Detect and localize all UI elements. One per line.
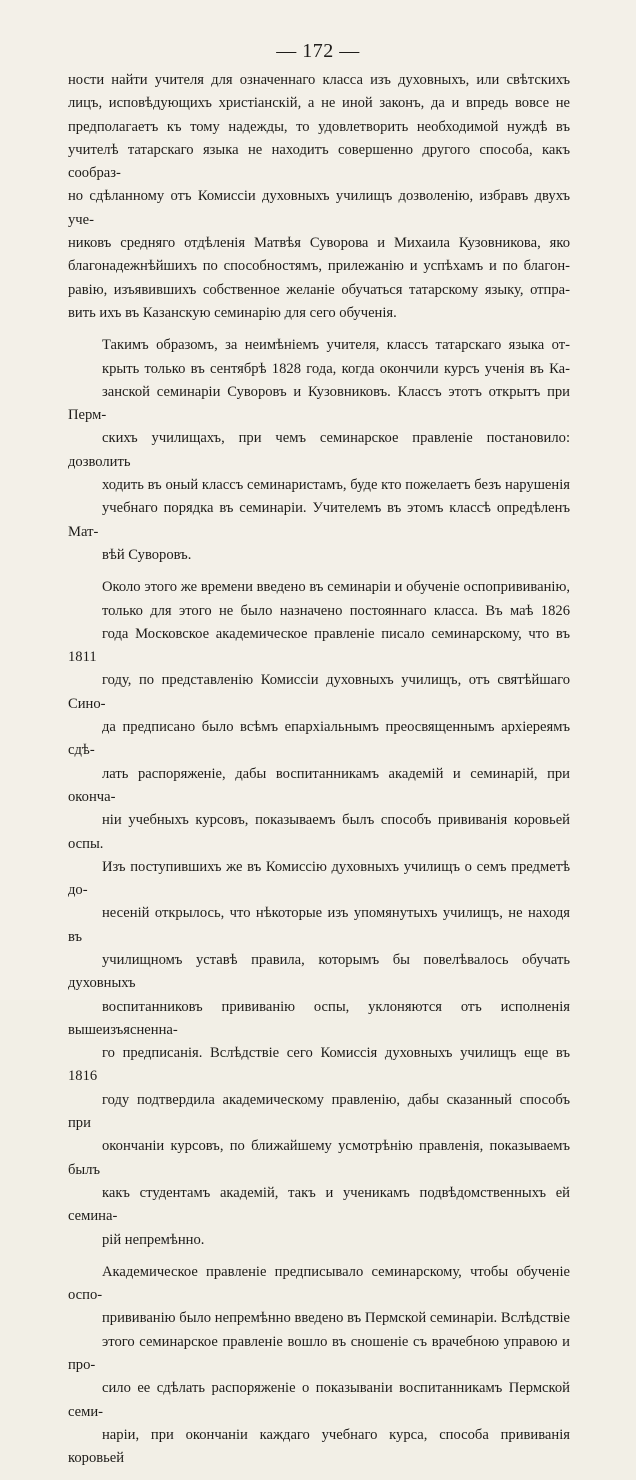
text-line: учителѣ татарскаго языка не находитъ совершенно другого способа, какъ сообраз- (68, 141, 570, 182)
body-text (68, 69, 570, 1480)
text-line: училищномъ уставѣ правила, которымъ бы повелѣвалось обучать духовныхъ (68, 951, 570, 992)
text-line: предполагаетъ къ тому надежды, то удовлетворить необходимой нуждѣ въ (68, 118, 570, 135)
text-line: прививанію было непремѣнно введено въ Пермской семинаріи. Вслѣдствіе (102, 1310, 570, 1327)
text-line: скихъ училищахъ, при чемъ семинарское правленіе постановило: дозволить (68, 430, 570, 470)
text-line: какъ студентамъ академій, такъ и ученикамъ подвѣдомственныхъ ей семина- (68, 1184, 570, 1225)
text-line: вѣй Суворовъ. (102, 546, 192, 563)
text-line: Такимъ образомъ, за неимѣніемъ учителя, классъ татарскаго языка от- (102, 337, 570, 354)
text-line: года Московское академическое правленіе писало семинарскому, что въ 1811 (68, 625, 570, 666)
text-line: Академическое правленіе предписывало семинарскому, чтобы обученіе оспо- (68, 1263, 570, 1304)
text-line: несеній открылось, что нѣкоторые изъ упомянутыхъ училищъ, не находя въ (68, 905, 570, 945)
text-line: но сдѣланному отъ Комиссіи духовныхъ училищъ дозволенію, избравъ двухъ уче- (68, 188, 570, 228)
text-line: равію, изъявившихъ собственное желаніе обучаться татарскому языку, отпра- (68, 281, 570, 298)
text-line: лицъ, исповѣдующихъ христіанскій, а не иной законъ, да и впредь вовсе не (68, 95, 570, 112)
text-line: только для этого не было назначено постояннаго класса. Въ маѣ 1826 (102, 602, 570, 619)
text-line: лать распоряженіе, дабы воспитанникамъ академій и семинарій, при оконча- (68, 765, 570, 805)
text-line: учебнаго порядка въ семинаріи. Учителемъ въ этомъ классѣ опредѣленъ Мат- (68, 500, 570, 540)
text-line: го предписанія. Вслѣдствіе сего Комиссія духовныхъ училищъ еще въ 1816 (68, 1045, 570, 1085)
page-number: — 172 — (276, 40, 360, 62)
text-line: да предписано было всѣмъ епархіальнымъ преосвященнымъ архіереямъ сдѣ- (68, 719, 570, 759)
text-line: сило ее сдѣлать распоряженіе о показываніи воспитанникамъ Пермской семи- (68, 1380, 570, 1420)
paragraph (68, 1261, 570, 1471)
text-line: этого семинарское правленіе вошло въ сношеніе съ врачебною управою и про- (68, 1333, 570, 1374)
text-line: благонадежнѣйшихъ по способностямъ, прилежанію и успѣхамъ и по благон- (68, 258, 570, 275)
text-line: ніи учебныхъ курсовъ, показываемъ былъ способъ прививанія коровьей оспы. (68, 812, 570, 852)
paragraph (68, 69, 570, 325)
text-line: Около этого же времени введено въ семинаріи и обученіе оспопрививанію, (102, 579, 570, 596)
text-line: никовъ средняго отдѣленія Матвѣя Суворова и Михаила Кузовникова, яко (68, 235, 570, 252)
text-line: воспитанниковъ прививанію оспы, уклоняются отъ исполненія вышеизъясненна- (68, 998, 570, 1038)
text-line: Изъ поступившихъ же въ Комиссію духовныхъ училищъ о семъ предметѣ до- (68, 858, 570, 899)
text-line: вить ихъ въ Казанскую семинарію для сего обученія. (68, 304, 397, 321)
text-line: занской семинаріи Суворовъ и Кузовниковъ. Классъ этотъ открытъ при Перм- (68, 383, 570, 424)
paragraph (68, 576, 570, 1252)
text-line: ходить въ оный классъ семинаристамъ, буде кто пожелаетъ безъ нарушенія (102, 477, 570, 494)
text-line: наріи, при окончаніи каждаго учебнаго курса, способа прививанія коровьей (68, 1426, 570, 1467)
text-line: году, по представленію Комиссіи духовныхъ училищъ, отъ святѣйшаго Сино- (68, 672, 570, 712)
paragraph (68, 334, 570, 567)
text-line: крыть только въ сентябрѣ 1828 года, когда окончили курсъ ученія въ Ка- (102, 360, 570, 377)
text-line: ности найти учителя для означеннаго класса изъ духовныхъ, или свѣтскихъ (68, 72, 570, 88)
text-line: рій непремѣнно. (102, 1231, 205, 1248)
text-line: году подтвердила академическому правленію, дабы сказанный способъ при (68, 1091, 570, 1132)
text-line: окончаніи курсовъ, по ближайшему усмотрѣнію правленія, показываемъ былъ (68, 1138, 570, 1178)
